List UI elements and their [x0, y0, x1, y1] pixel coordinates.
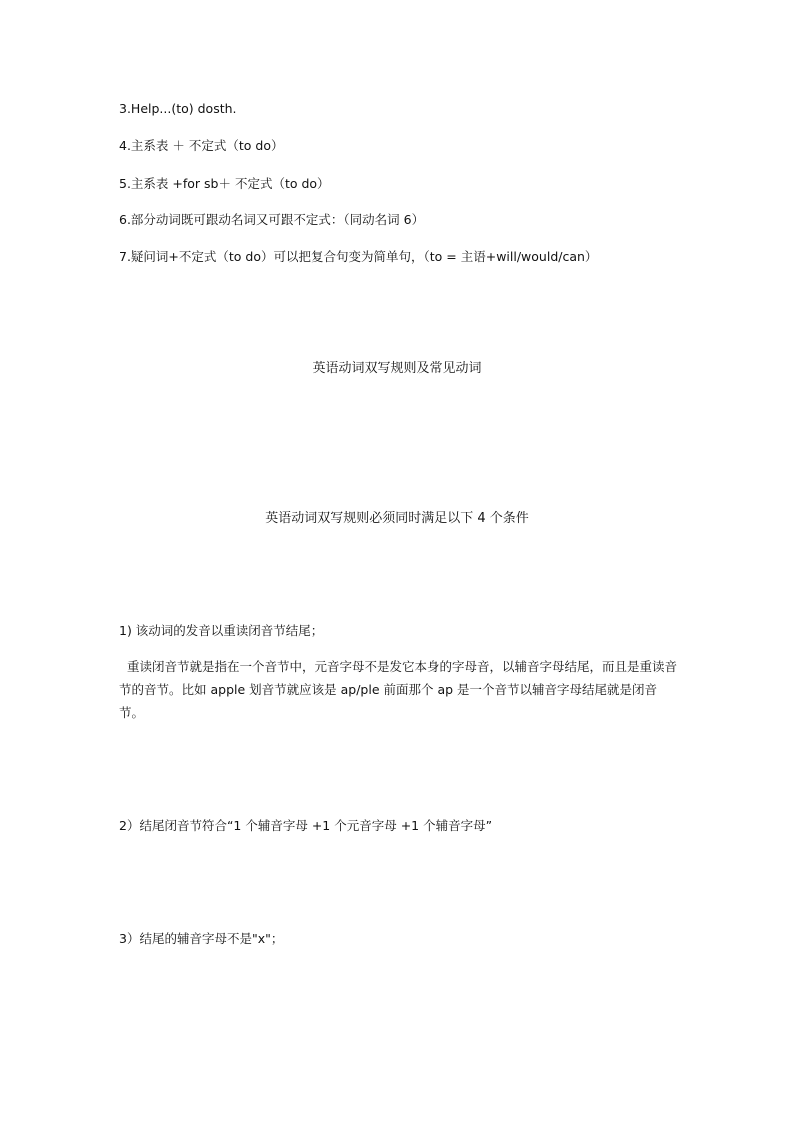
- rule-2: 2）结尾闭音节符合“1 个辅音字母 +1 个元音字母 +1 个辅音字母”: [119, 818, 493, 833]
- rule-3: 3）结尾的辅音字母不是"x"；: [119, 931, 284, 946]
- section-title: 英语动词双写规则及常见动词: [312, 361, 482, 376]
- rules-title: 英语动词双写规则必须同时满足以下 4 个条件: [265, 511, 529, 526]
- list-item-question-word-infinitive: 7.疑问词+不定式（to do）可以把复合句变为简单句，（to = 主语+will/would/can）: [119, 249, 598, 264]
- rule-1-explanation: 重读闭音节就是指在一个音节中，元音字母不是发它本身的字母音，以辅音字母结尾，而且是重读音节的音节。比如 apple 划音节就应该是 ap/ple 前面那个 ap 是一个音节以辅音字母结尾就是闭音节。: [119, 659, 678, 720]
- list-item-linking-verb-infinitive: 4.主系表 ＋ 不定式（to do）: [119, 138, 284, 153]
- list-item-linking-verb-for-sb-infinitive: 5.主系表 +for sb＋ 不定式（to do）: [119, 176, 330, 191]
- list-item-gerund-or-infinitive: 6.部分动词既可跟动名词又可跟不定式：（同动名词 6）: [119, 212, 425, 227]
- list-item-help-to-do: 3.Help...(to) dosth.: [119, 101, 237, 116]
- rule-1: 1) 该动词的发音以重读闭音节结尾；: [119, 623, 324, 638]
